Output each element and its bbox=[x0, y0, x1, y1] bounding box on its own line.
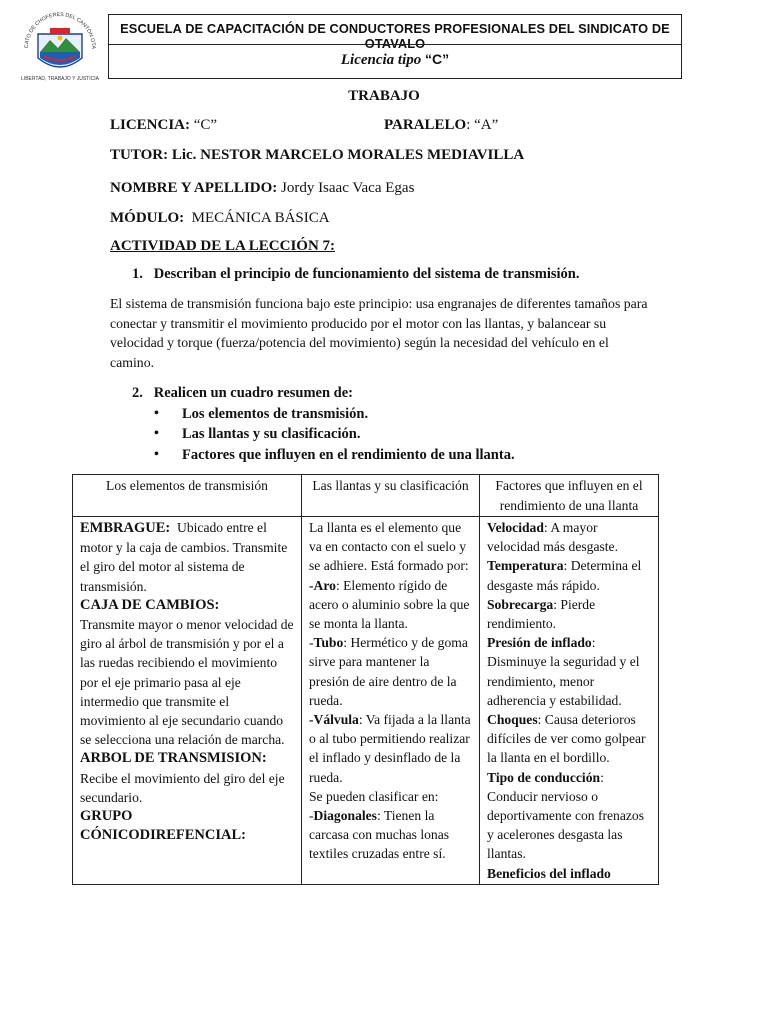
summary-topics-list bbox=[132, 404, 515, 466]
list-item: • Las llantas y su clasificación. bbox=[154, 424, 515, 445]
license-value: “C” bbox=[190, 117, 218, 133]
rim-text: : Elemento rígido de acero o aluminio sobre la que se monta la llanta. bbox=[309, 577, 470, 632]
diagonal-heading: Diagonales bbox=[313, 808, 377, 824]
page-title: TRABAJO bbox=[348, 88, 420, 104]
classification-intro: Se pueden clasificar en: bbox=[309, 788, 439, 804]
header-box bbox=[108, 14, 682, 79]
transmission-elements-cell bbox=[73, 517, 302, 885]
paralelo-line bbox=[384, 117, 498, 134]
student-name-label: NOMBRE Y APELLIDO: bbox=[110, 180, 278, 196]
diagonal-dash: - bbox=[309, 808, 314, 824]
header-transmission-elements: Los elementos de transmisión bbox=[73, 475, 302, 517]
license-label: LICENCIA: bbox=[110, 117, 191, 133]
question-2-block bbox=[132, 383, 515, 465]
pressure-heading: Presión de inflado bbox=[487, 635, 592, 651]
pressure-text: : Disminuye la seguridad y el rendimiento, menor adherencia y estabilidad. bbox=[487, 635, 640, 708]
diagonal-text: : Tienen la carcasa con muchas lonas textiles cruzadas entre sí. bbox=[309, 808, 450, 862]
performance-factors-cell bbox=[480, 517, 659, 885]
impacts-text: : Causa deterioros difíciles de ver como golpear la llanta en el bordillo. bbox=[487, 712, 646, 766]
question-1: 1. Describan el principio de funcionamiento del sistema de transmisión. bbox=[132, 266, 580, 282]
clutch-heading: EMBRAGUE: bbox=[80, 520, 171, 536]
temperature-heading: Temperatura bbox=[487, 558, 564, 574]
tires-classification-cell bbox=[302, 517, 480, 885]
gearbox-heading: CAJA DE CAMBIOS: bbox=[80, 596, 220, 613]
driveshaft-heading: ARBOL DE TRANSMISION: bbox=[80, 750, 267, 767]
differential-heading: GRUPO CÓNICODIREFENCIAL: bbox=[80, 808, 246, 844]
header-tire-performance-factors: Factores que influyen en el rendimiento de una llanta bbox=[480, 475, 659, 517]
paralelo-value: : “A” bbox=[466, 117, 499, 133]
gearbox-text: Transmite mayor o menor velocidad de giro al árbol de transmisión y por el a las ruedas recibiendo el movimiento por el eje primario pasa al eje intermedio que transmite el movimiento al eje secundario cuando se selecciona una relación de marcha. bbox=[80, 617, 294, 748]
module-line bbox=[110, 210, 330, 227]
answer-1: El sistema de transmisión funciona bajo este principio: usa engranajes de diferentes tamaños para conectar y transmitir el movimiento producido por el motor con las llantas, y balancear su velocidad y torque (fuerza/potencia del movimiento) según la necesidad del vehículo en el camino. bbox=[110, 296, 648, 370]
inflation-benefits-heading: Beneficios del inflado bbox=[487, 865, 611, 881]
table-header-row bbox=[73, 475, 659, 517]
tutor-line: TUTOR: Lic. NESTOR MARCELO MORALES MEDIAVILLA bbox=[110, 147, 525, 163]
header-divider bbox=[109, 44, 681, 45]
overload-text: : Pierde rendimiento. bbox=[487, 596, 596, 632]
impacts-heading: Choques bbox=[487, 712, 538, 728]
overload-heading: Sobrecarga bbox=[487, 596, 554, 612]
seal-text: CATO DE CHOFERES DEL CANTÓN OTA bbox=[23, 11, 97, 49]
paralelo-label: PARALELO bbox=[384, 117, 467, 133]
rim-heading: -Aro bbox=[309, 577, 336, 593]
valve-text: : Va fijada a la llanta o al tubo permitiendo realizar el inflado y desinflado de la rueda. bbox=[309, 712, 471, 785]
tube-text: : Hermético y de goma sirve para mantener la presión de aire dentro de la rueda. bbox=[309, 635, 468, 708]
question-2: 2. Realicen un cuadro resumen de: bbox=[132, 385, 353, 401]
license-type-label: Licencia tipo bbox=[340, 52, 426, 68]
logo-caption: LIBERTAD, TRABAJO Y JUSTICIA bbox=[21, 76, 99, 82]
temperature-text: : Determina el desgaste más rápido. bbox=[487, 558, 642, 593]
union-seal-icon bbox=[20, 8, 100, 78]
speed-text: : A mayor velocidad más desgaste. bbox=[487, 520, 618, 555]
license-line bbox=[110, 117, 217, 134]
summary-table bbox=[72, 474, 659, 885]
table-row bbox=[73, 517, 659, 885]
student-name-value: Jordy Isaac Vaca Egas bbox=[277, 180, 415, 196]
license-type-heading bbox=[109, 51, 681, 69]
driveshaft-text: Recibe el movimiento del giro del eje secundario. bbox=[80, 770, 285, 805]
tube-heading: Tubo bbox=[313, 635, 344, 651]
speed-heading: Velocidad bbox=[487, 520, 544, 535]
driving-type-text: : Conducir nervioso o deportivamente con frenazos y acelerones desgasta las llantas. bbox=[487, 769, 645, 862]
valve-heading: -Válvula bbox=[309, 712, 359, 728]
union-logo bbox=[20, 8, 100, 86]
tube-dash: - bbox=[309, 635, 314, 651]
driving-type-heading: Tipo de conducción bbox=[487, 769, 601, 785]
school-name: ESCUELA DE CAPACITACIÓN DE CONDUCTORES PROFESIONALES DEL SINDICATO DE OTAVALO bbox=[120, 21, 670, 51]
clutch-text: Ubicado entre el motor y la caja de cambios. Transmite el giro del motor al sistema de transmisión. bbox=[80, 520, 291, 594]
module-label: MÓDULO: bbox=[110, 210, 185, 226]
header-tires-classification: Las llantas y su clasificación bbox=[302, 475, 480, 517]
activity-heading: ACTIVIDAD DE LA LECCIÓN 7: bbox=[110, 238, 336, 254]
list-item: • Factores que influyen en el rendimiento de una llanta. bbox=[154, 445, 515, 466]
module-value: MECÁNICA BÁSICA bbox=[184, 210, 330, 226]
tire-intro: La llanta es el elemento que va en contacto con el suelo y se adhiere. Está formado por: bbox=[309, 520, 469, 574]
student-name-line bbox=[110, 180, 414, 197]
list-item: • Los elementos de transmisión. bbox=[154, 404, 515, 425]
license-type-value: “C” bbox=[425, 51, 450, 67]
